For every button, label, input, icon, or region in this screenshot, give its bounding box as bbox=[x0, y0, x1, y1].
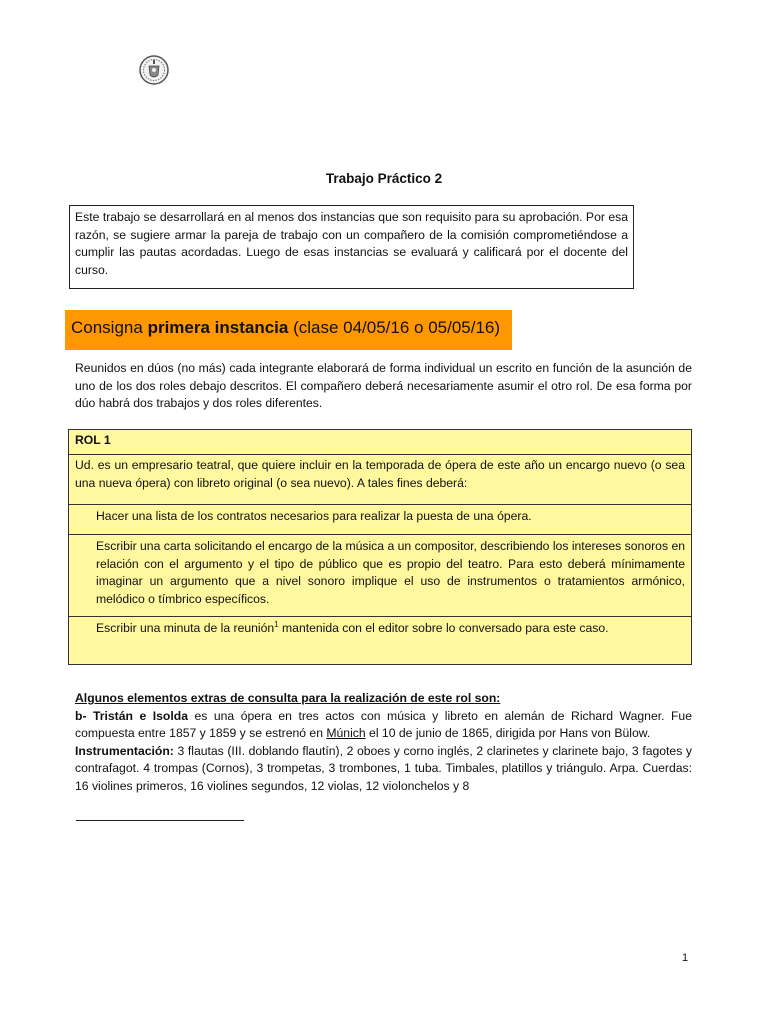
rol-task-1: Hacer una lista de los contratos necesarios para realizar la puesta de una ópera. bbox=[69, 505, 692, 535]
page-number: 1 bbox=[682, 952, 689, 964]
footnote-separator bbox=[76, 820, 244, 821]
consigna-bold: primera instancia bbox=[147, 318, 289, 337]
instrumentation-paragraph bbox=[75, 743, 692, 796]
extras-item-label: b- Tristán e Isolda bbox=[75, 708, 188, 723]
extras-item-text-2: el 10 de junio de 1865, dirigida por Hans von Bülow. bbox=[365, 726, 651, 741]
rol-task-row bbox=[69, 535, 692, 617]
instrumentation-label: Instrumentación: bbox=[75, 743, 174, 758]
extras-item-text-1: es una ópera en tres actos con música y libreto en alemán de Richard Wagner. Fue compuesta entre 1857 y 1859 y se estrenó en bbox=[75, 708, 692, 741]
instructions-paragraph: Reunidos en dúos (no más) cada integrante elaborará de forma individual un escrito en función de la asunción de uno de los dos roles debajo descritos. El compañero deberá necesariamente asumir el otro rol. De esa forma por dúo habrá dos trabajos y dos roles diferentes. bbox=[75, 361, 692, 411]
extras-item bbox=[75, 708, 692, 743]
rol-task-row bbox=[69, 505, 692, 535]
page-title: Trabajo Práctico 2 bbox=[325, 171, 443, 186]
consigna-prefix: Consigna bbox=[71, 318, 148, 337]
consigna-banner bbox=[65, 310, 512, 350]
footnote-marker: 1 bbox=[274, 619, 279, 629]
university-seal-logo bbox=[138, 54, 170, 86]
rol-task-3-text-b: mantenida con el editor sobre lo conversado para este caso. bbox=[278, 621, 609, 635]
rol-task-2: Escribir una carta solicitando el encargo de la música a un compositor, describiendo los intereses sonoros en relación con el argumento y el tipo de público que es propio del teatro. Para esto deberá mínimamente imaginar un argumento que a nivel sonoro implique el uso de instrumentos o tratamientos armónico, melódico o tímbrico específicos. bbox=[69, 535, 692, 617]
rol-description-row bbox=[69, 455, 692, 505]
rol-task-3 bbox=[69, 617, 692, 665]
rol-heading-row bbox=[69, 430, 692, 455]
consigna-suffix: (clase 04/05/16 o 05/05/16) bbox=[288, 318, 501, 337]
rol-table bbox=[68, 429, 692, 665]
rol-description: Ud. es un empresario teatral, que quiere incluir en la temporada de ópera de este año un encargo nuevo (o sea una nueva ópera) con libreto original (o sea nuevo). A tales fines deberá: bbox=[69, 455, 692, 505]
extras-heading: Algunos elementos extras de consulta para la realización de este rol son: bbox=[75, 691, 501, 705]
intro-box: Este trabajo se desarrollará en al menos dos instancias que son requisito para su aprobación. Por esa razón, se sugiere armar la pareja de trabajo con un compañero de la comisión comprometiéndose a cumplir las pautas acordadas. Luego de esas instancias se evaluará y calificará por el docente del curso. bbox=[69, 205, 634, 289]
extras-section bbox=[75, 690, 692, 796]
instrumentation-text: 3 flautas (III. doblando flautín), 2 oboes y corno inglés, 2 clarinetes y clarinete bajo, 3 fagotes y contrafagot. 4 trompas (Cornos), 3 trompetas, 3 trombones, 1 tuba. Timbales, platillos y triángulo. Arpa. Cuerdas: 16 violines primeros, 16 violines segundos, 12 violas, 12 violonchelos y 8 bbox=[75, 743, 692, 793]
rol-task-row bbox=[69, 617, 692, 665]
munich-link[interactable]: Múnich bbox=[326, 726, 366, 741]
rol-task-3-text-a: Escribir una minuta de la reunión bbox=[96, 621, 275, 635]
rol-heading: ROL 1 bbox=[69, 430, 692, 455]
